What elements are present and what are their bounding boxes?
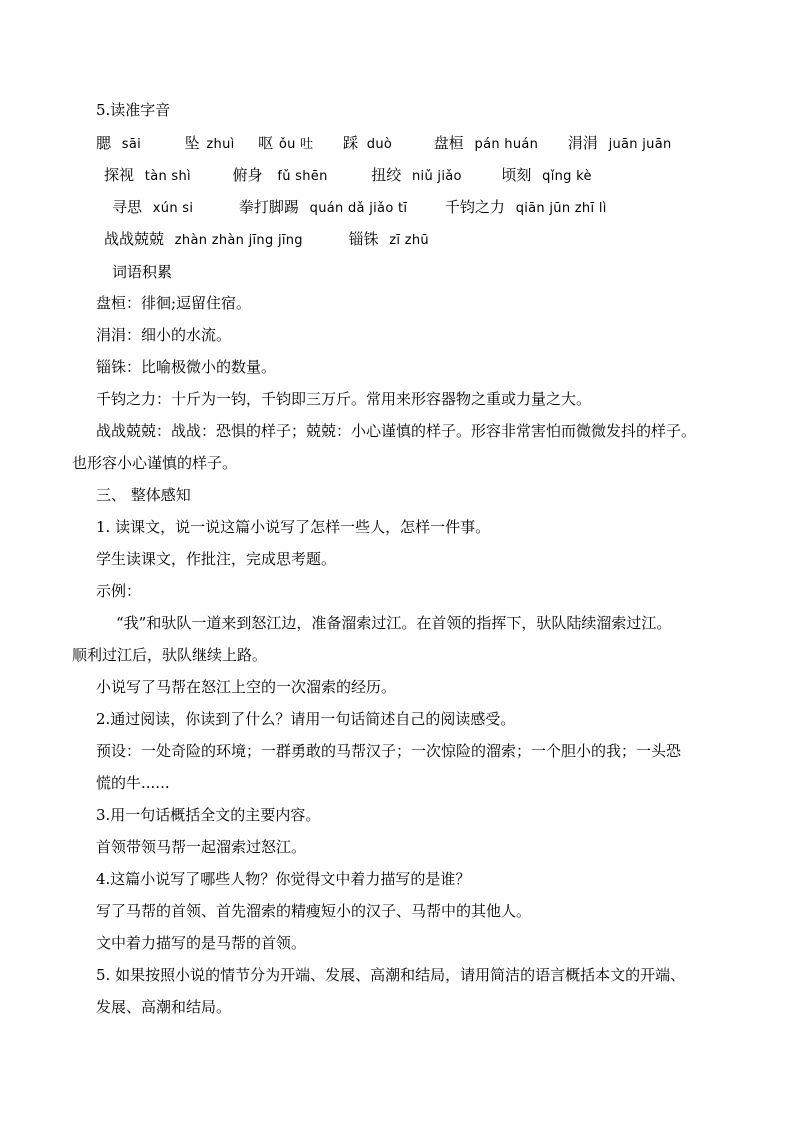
pinyin: niǔ jiǎo bbox=[412, 169, 462, 184]
vocab-word: 寻思 bbox=[112, 198, 143, 216]
pinyin: zhuì bbox=[206, 137, 235, 152]
pinyin: zhàn zhàn jīng jīng bbox=[174, 233, 303, 248]
pinyin: juān juān bbox=[608, 137, 672, 152]
vocab-heading: 词语积累 bbox=[112, 263, 173, 281]
vocab-word: 扭绞 bbox=[371, 166, 402, 184]
pinyin: qiān jūn zhī lì bbox=[515, 201, 607, 216]
vocab-word: 盘桓 bbox=[433, 134, 464, 152]
question-line: 4.这篇小说写了哪些人物？你觉得文中着力描写的是谁？ bbox=[96, 870, 471, 888]
vocab-word: 呕 bbox=[258, 134, 274, 152]
pronunciation-row bbox=[104, 229, 429, 251]
body-text: 学生读课文，作批注，完成思考题。 bbox=[96, 550, 337, 568]
question-line: 5. 如果按照小说的情节分为开端、发展、高潮和结局，请用简洁的语言概括本文的开端、 bbox=[96, 966, 686, 984]
pinyin: ǒu 吐 bbox=[278, 137, 314, 152]
section-heading: 三、 整体感知 bbox=[96, 486, 191, 504]
question-line: 1. 读课文，说一说这篇小说写了怎样一些人，怎样一件事。 bbox=[96, 518, 491, 536]
body-text: 写了马帮的首领、首先溜索的精瘦短小的汉子、马帮中的其他人。 bbox=[96, 902, 532, 920]
question-line: 2.通过阅读，你读到了什么？请用一句话简述自己的阅读感受。 bbox=[96, 710, 516, 728]
body-text: 首领带领马帮一起溜索过怒江。 bbox=[96, 838, 307, 856]
vocab-item: 涓涓：细小的水流。 bbox=[96, 326, 232, 344]
body-text: “我”和驮队一道来到怒江边，准备溜索过江。在首领的指挥下，驮队陆续溜索过江。 bbox=[116, 614, 672, 632]
vocab-word: 涓涓 bbox=[567, 134, 598, 152]
pinyin: quán dǎ jiǎo tī bbox=[309, 201, 408, 216]
pinyin: sāi bbox=[121, 137, 142, 152]
vocab-item: 锱铢：比喻极微小的数量。 bbox=[96, 358, 277, 376]
pinyin: zī zhū bbox=[389, 233, 429, 248]
body-text: 示例： bbox=[96, 582, 142, 600]
question-line: 3.用一句话概括全文的主要内容。 bbox=[96, 806, 321, 824]
vocab-word: 顷刻 bbox=[501, 166, 532, 184]
body-text: 慌的牛...... bbox=[96, 774, 170, 792]
body-text: 文中着力描写的是马帮的首领。 bbox=[96, 934, 307, 952]
vocab-word: 锱铢 bbox=[348, 230, 379, 248]
pinyin: duò bbox=[366, 137, 393, 152]
vocab-item: 千钧之力：十斤为一钧，千钧即三万斤。常用来形容器物之重或力量之大。 bbox=[96, 390, 592, 408]
body-text: 预设：一处奇险的环境；一群勇敢的马帮汉子；一次惊险的溜索；一个胆小的我；一头恐 bbox=[96, 742, 682, 760]
body-text: 发展、高潮和结局。 bbox=[96, 998, 232, 1016]
vocab-word: 探视 bbox=[104, 166, 135, 184]
vocab-word: 千钧之力 bbox=[444, 198, 505, 216]
pronunciation-row bbox=[112, 197, 607, 219]
vocab-item: 战战兢兢：战战：恐惧的样子；兢兢：小心谨慎的样子。形容非常害怕而微微发抖的样子。 bbox=[96, 422, 697, 440]
pinyin: xún si bbox=[152, 201, 194, 216]
vocab-word: 腮 bbox=[96, 134, 112, 152]
pinyin: pán huán bbox=[474, 137, 539, 152]
vocab-word: 踩 bbox=[343, 134, 359, 152]
pinyin: tàn shì bbox=[144, 169, 191, 184]
pronunciation-heading: 5.读准字音 bbox=[96, 101, 171, 119]
body-text: 小说写了马帮在怒江上空的一次溜索的经历。 bbox=[96, 678, 397, 696]
vocab-word: 坠 bbox=[184, 134, 200, 152]
vocab-word: 俯身 bbox=[232, 166, 263, 184]
pronunciation-row bbox=[104, 165, 592, 187]
vocab-item-continued: 也形容小心谨慎的样子。 bbox=[72, 454, 238, 472]
vocab-word: 拳打脚踢 bbox=[238, 198, 299, 216]
pinyin: qǐng kè bbox=[542, 169, 592, 184]
pinyin: fǔ shēn bbox=[277, 169, 328, 184]
vocab-item: 盘桓：徘徊;逗留住宿。 bbox=[96, 294, 252, 312]
body-text: 顺利过江后，驮队继续上路。 bbox=[72, 646, 268, 664]
pronunciation-row bbox=[96, 133, 672, 155]
vocab-word: 战战兢兢 bbox=[104, 230, 165, 248]
